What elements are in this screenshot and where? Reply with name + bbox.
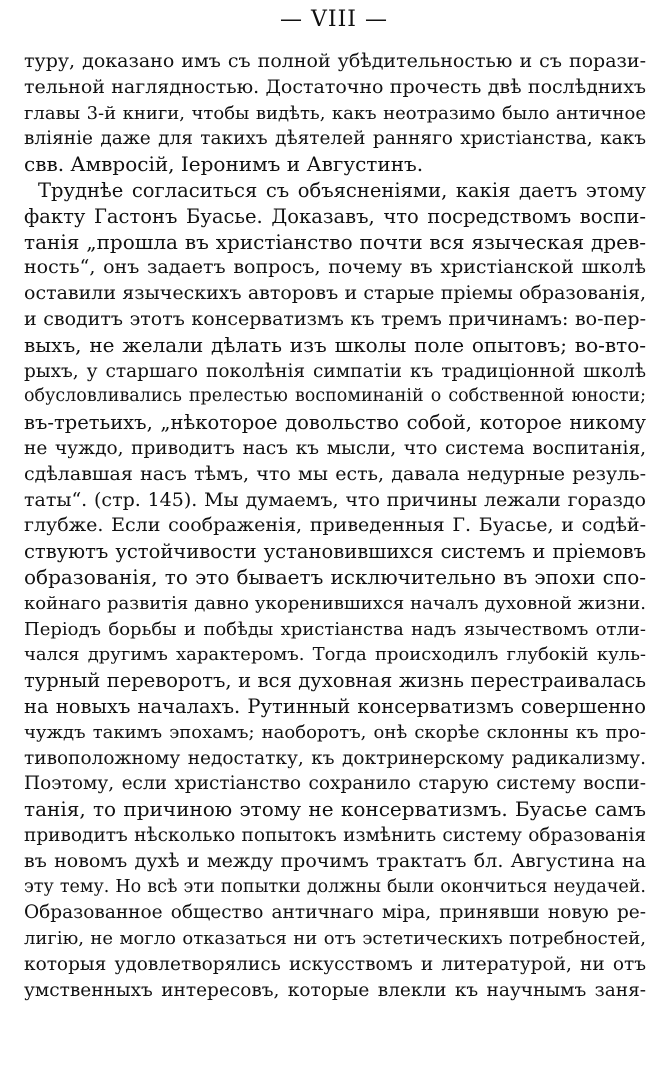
text-line: въ-третьихъ, „нѣкоторое довольство собой, которое никому [24,411,646,435]
text-line: койнаго развитія давно укоренившихся началъ духовной жизни. [24,592,646,614]
text-line: сдѣлавшая насъ тѣмъ, что мы есть, давала недурные резуль- [24,462,646,485]
text-line: которыя удовлетворялись искусствомъ и литературой, ни отъ [24,953,646,975]
text-line: Труднѣе согласиться съ объясненіями, какія даетъ этому [38,178,646,202]
text-line: свв. Амвросій, Іеронимъ и Августинъ. [24,152,424,177]
text-line: и сводитъ этотъ консерватизмъ къ тремъ причинамъ: во-пер- [24,307,646,330]
text-line: образованія, то это бываетъ исключительно въ эпохи спо- [24,564,646,589]
text-line: турный переворотъ, и вся духовная жизнь перестраивалась [24,669,646,693]
text-line: приводитъ нѣсколько попытокъ измѣнить систему образованія [24,824,646,846]
text-line: рыхъ, у старшаго поколѣнія симпатіи къ традиціонной школѣ [24,360,646,382]
text-line: факту Гастонъ Буасье. Доказавъ, что посредствомъ воспи- [24,204,646,228]
text-line: главы 3-й книги, чтобы видѣть, какъ неотразимо было античное [24,102,646,124]
text-line: эту тему. Но всѣ эти попытки должны были окончиться неудачей. [24,876,646,897]
text-line: ствуютъ устойчивости установившихся системъ и пріемовъ [24,540,646,564]
text-line: чуждъ такимъ эпохамъ; наоборотъ, онѣ скорѣе склонны къ про- [24,721,646,743]
text-line: чался другимъ характеромъ. Тогда происходилъ глубокій куль- [24,644,646,666]
text-line: Періодъ борьбы и побѣды христіанства надъ язычествомъ отли- [24,618,646,640]
text-line: танія „прошла въ христіанство почти вся языческая древ- [24,229,646,254]
text-line: Образованное общество античнаго міра, принявши новую ре- [24,902,646,924]
body-text [24,49,646,1003]
text-line: таты“. (стр. 145). Мы думаемъ, что причины лежали гораздо [24,488,646,511]
text-line: вліяніе даже для такихъ дѣятелей ранняго христіанства, какъ [24,128,646,150]
text-line: тельной наглядностью. Достаточно прочесть двѣ послѣднихъ [24,75,646,98]
text-line: обусловливались прелестью воспоминаній о собственной юности; [24,386,646,407]
text-line: глубже. Если соображенія, приведенныя Г. Буасье, и содѣй- [24,514,646,537]
text-line: тивоположному недостатку, къ доктринерскому радикализму. [24,747,646,769]
text-line: танія, то причиною этому не консерватизмъ. Буасье самъ [24,797,646,822]
text-line: выхъ, не желали дѣлать изъ школы поле опытовъ; во-вто- [24,332,646,357]
text-line: въ новомъ духѣ и между прочимъ трактатъ бл. Августина на [24,849,646,872]
text-line: Поэтому, если христіанство сохранило старую систему воспи- [24,773,646,795]
text-line: лигію, не могло отказаться ни отъ эстетическихъ потребностей, [24,928,646,950]
text-line: оставили языческихъ авторовъ и старые пріемы образованія, [24,282,646,305]
text-line: на новыхъ началахъ. Рутинный консерватизмъ совершенно [24,694,646,718]
text-line: ность“, онъ задаетъ вопросъ, почему въ христіанской школѣ [24,256,646,279]
text-line: туру, доказано имъ съ полной убѣдительностью и съ порази- [24,50,646,72]
page-number: — VIII — [280,7,388,32]
text-line: умственныхъ интересовъ, которые влекли къ научнымъ заня- [24,979,646,1001]
text-line: не чуждо, приводитъ насъ къ мысли, что система воспитанія, [24,437,646,459]
